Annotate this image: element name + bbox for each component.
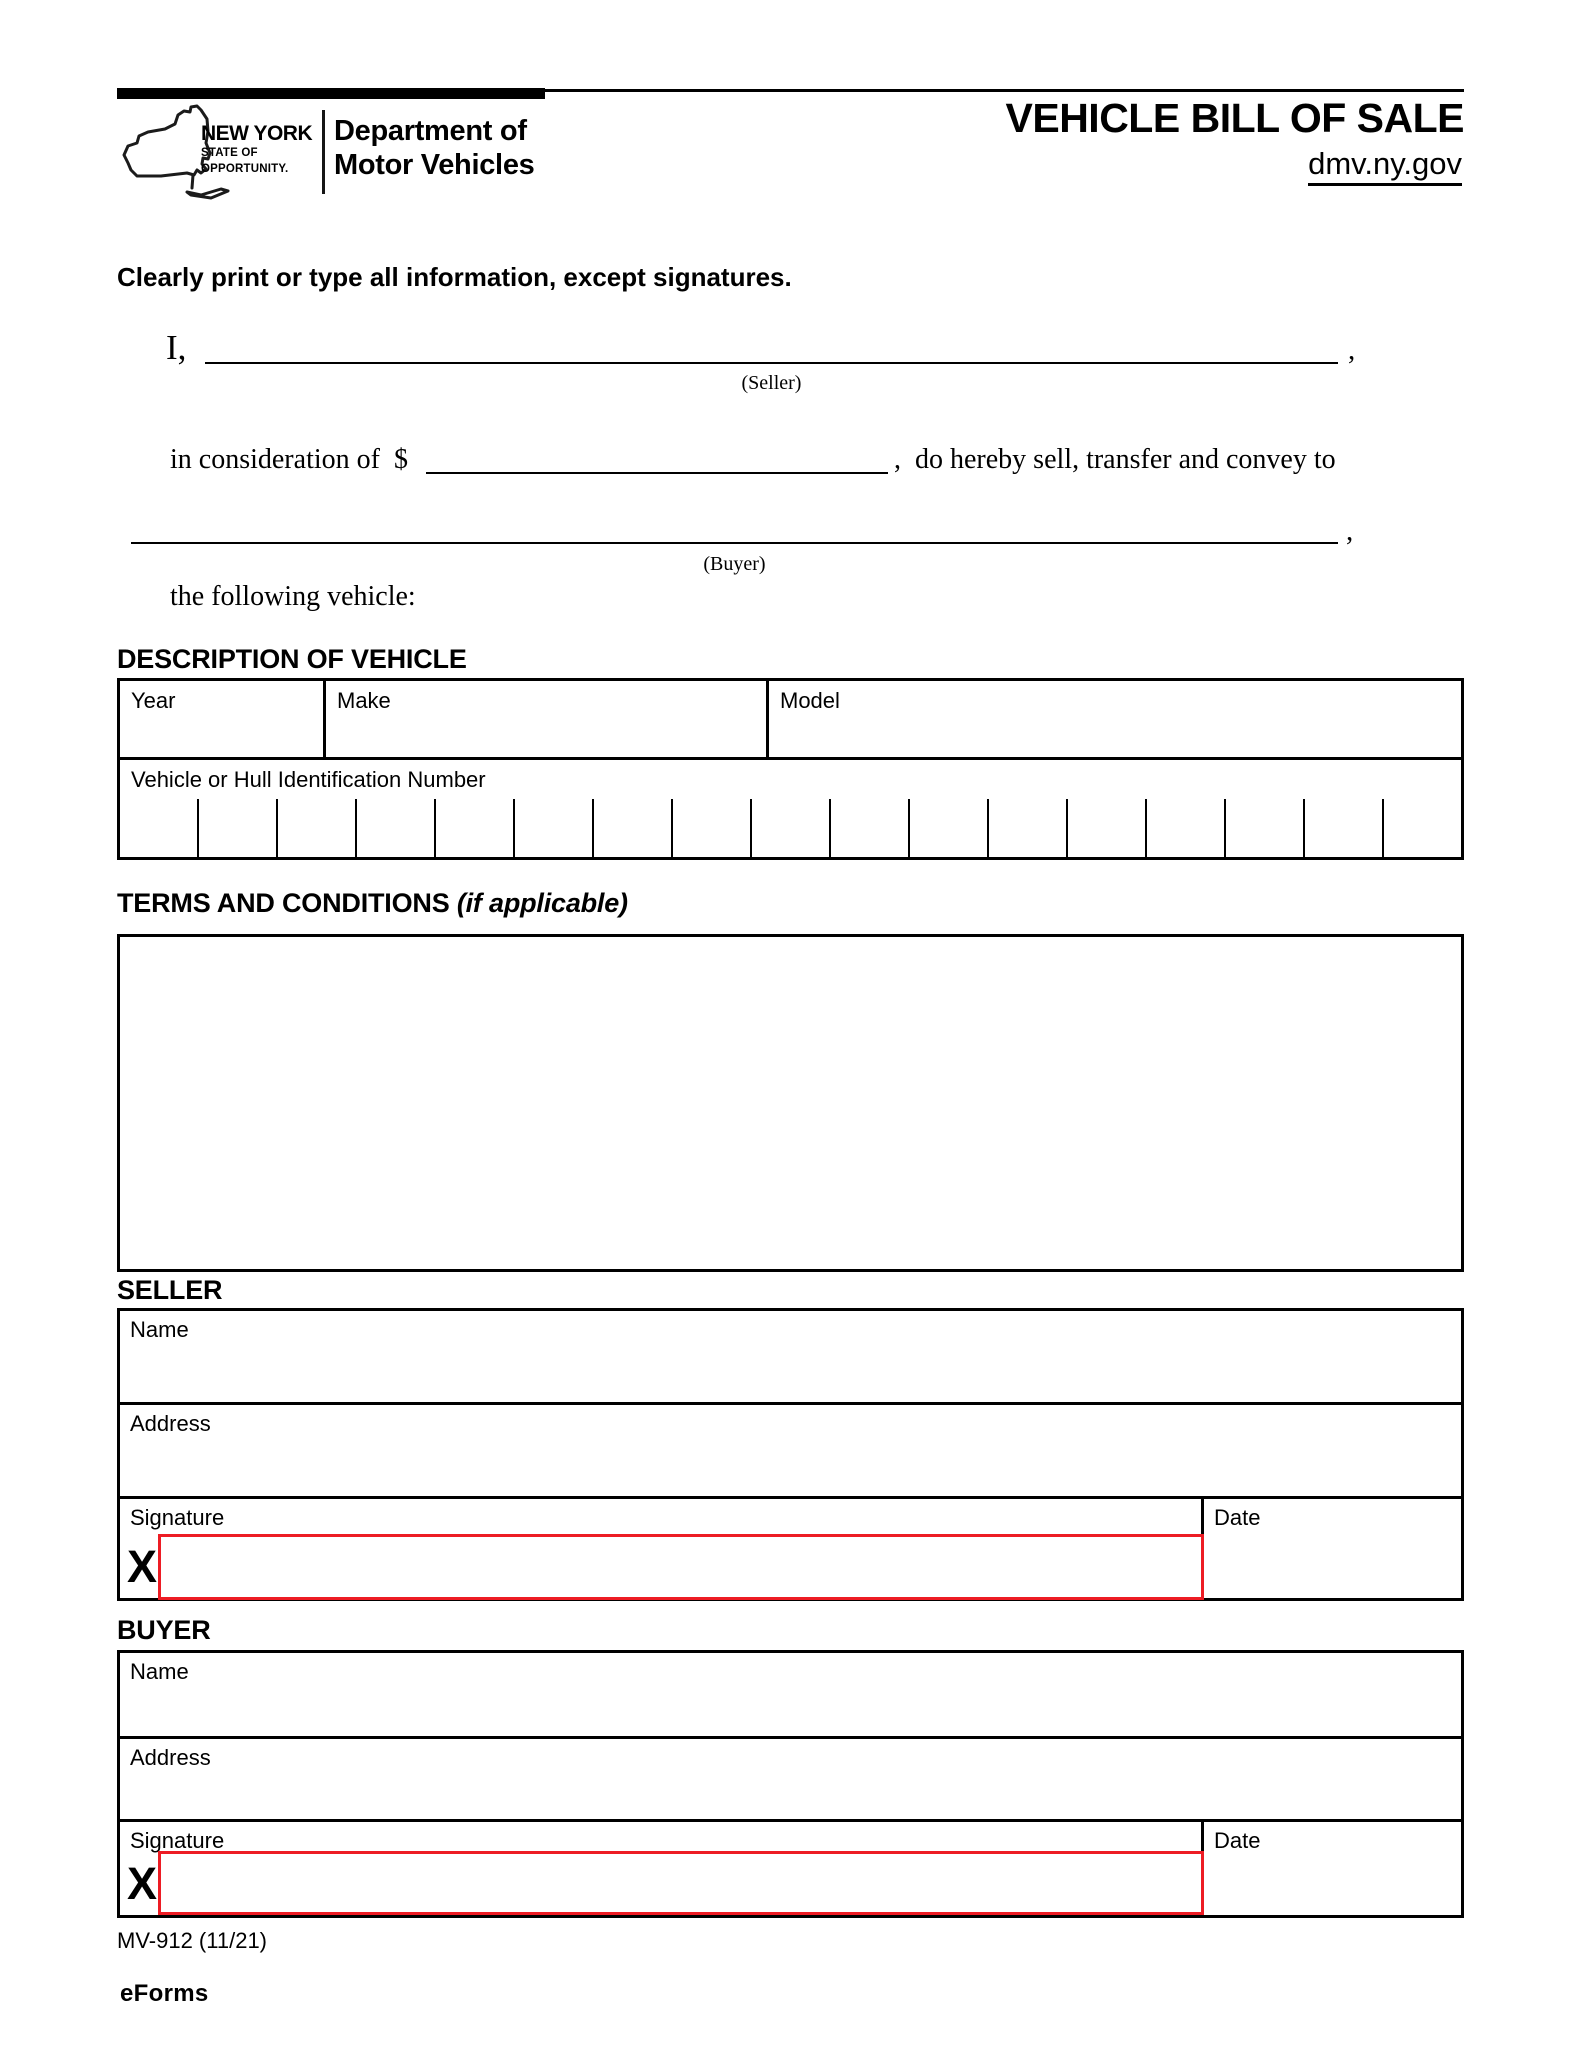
seller-signature-label: Signature <box>130 1505 225 1530</box>
vin-cell[interactable] <box>1384 799 1461 857</box>
buyer-signature-label: Signature <box>130 1828 225 1853</box>
terms-heading <box>117 888 628 919</box>
form-number: MV-912 (11/21) <box>117 1928 268 1953</box>
eforms-branding: eForms <box>120 1980 209 2007</box>
seller-address-label: Address <box>130 1411 211 1436</box>
vin-cell[interactable] <box>989 799 1068 857</box>
buyer-address-label: Address <box>130 1745 211 1770</box>
buyer-name-label: Name <box>130 1659 189 1684</box>
vin-row <box>120 760 1461 857</box>
vehicle-description-header-row <box>120 681 1461 760</box>
vehicle-description-table <box>117 678 1464 860</box>
logo-department-line1: Department of <box>334 115 527 147</box>
seller-name-label: Name <box>130 1317 189 1342</box>
logo-tagline-1: STATE OF <box>201 147 258 159</box>
buyer-date-field[interactable] <box>1201 1822 1461 1912</box>
seller-address-cell[interactable] <box>120 1405 1461 1499</box>
vin-cell[interactable] <box>910 799 989 857</box>
consideration-prefix: in consideration of $ <box>170 444 408 475</box>
vin-cell[interactable] <box>120 799 199 857</box>
header-rule-thin <box>545 89 1464 92</box>
buyer-caption: (Buyer) <box>703 553 766 575</box>
dmv-website-link[interactable]: dmv.ny.gov <box>1308 146 1462 186</box>
vin-cell[interactable] <box>1147 799 1226 857</box>
logo-divider <box>322 110 325 194</box>
statement-intro: I, <box>166 328 187 367</box>
seller-signature-x-mark: X <box>127 1541 158 1592</box>
vin-cell[interactable] <box>831 799 910 857</box>
logo-department-line2: Motor Vehicles <box>334 149 535 181</box>
seller-caption: (Seller) <box>741 372 802 394</box>
vin-cell[interactable] <box>436 799 515 857</box>
seller-signature-field[interactable] <box>158 1534 1204 1600</box>
buyer-heading: BUYER <box>117 1615 211 1645</box>
vin-cell[interactable] <box>278 799 357 857</box>
seller-name-field[interactable] <box>205 334 1338 364</box>
document-title: VEHICLE BILL OF SALE <box>1005 95 1464 141</box>
make-label: Make <box>337 688 391 713</box>
buyer-address-cell[interactable] <box>120 1739 1461 1822</box>
buyer-name-field[interactable] <box>131 514 1338 544</box>
year-field[interactable] <box>120 681 326 757</box>
buyer-date-label: Date <box>1214 1828 1261 1853</box>
buyer-signature-x-mark: X <box>127 1858 158 1909</box>
vin-cell[interactable] <box>594 799 673 857</box>
vin-label: Vehicle or Hull Identification Number <box>131 767 486 792</box>
vin-cell[interactable] <box>1068 799 1147 857</box>
terms-heading-note: (if applicable) <box>456 888 628 918</box>
description-heading: DESCRIPTION OF VEHICLE <box>117 644 467 674</box>
seller-name-cell[interactable] <box>120 1311 1461 1405</box>
make-field[interactable] <box>326 681 769 757</box>
vin-cell[interactable] <box>357 799 436 857</box>
buyer-name-cell[interactable] <box>120 1653 1461 1739</box>
buyer-signature-field[interactable] <box>158 1851 1204 1915</box>
logo-wordmark <box>201 123 312 175</box>
seller-date-label: Date <box>1214 1505 1261 1530</box>
terms-field[interactable] <box>117 934 1464 1272</box>
year-label: Year <box>131 688 176 713</box>
vin-cell[interactable] <box>515 799 594 857</box>
vin-cell[interactable] <box>752 799 831 857</box>
sale-price-field[interactable] <box>426 446 888 474</box>
statement-comma-1: , <box>1348 334 1356 366</box>
logo-tagline-2: OPPORTUNITY. <box>201 162 289 175</box>
seller-date-field[interactable] <box>1201 1499 1461 1595</box>
seller-heading: SELLER <box>117 1275 223 1305</box>
header-rule-thick <box>117 88 545 99</box>
logo-state-name: NEW YORK <box>201 122 313 145</box>
model-field[interactable] <box>769 681 1461 757</box>
vin-cell[interactable] <box>199 799 278 857</box>
terms-heading-main: TERMS AND CONDITIONS <box>117 888 457 918</box>
statement-comma-2: , <box>1346 515 1354 547</box>
model-label: Model <box>780 688 840 713</box>
vin-cells <box>120 799 1461 857</box>
vin-cell[interactable] <box>1226 799 1305 857</box>
consideration-suffix: , do hereby sell, transfer and convey to <box>894 444 1336 475</box>
vin-cell[interactable] <box>1305 799 1384 857</box>
instructions-text: Clearly print or type all information, except signatures. <box>117 262 792 292</box>
vin-cell[interactable] <box>673 799 752 857</box>
statement-closing: the following vehicle: <box>170 581 416 612</box>
logo-department-name <box>334 114 534 182</box>
